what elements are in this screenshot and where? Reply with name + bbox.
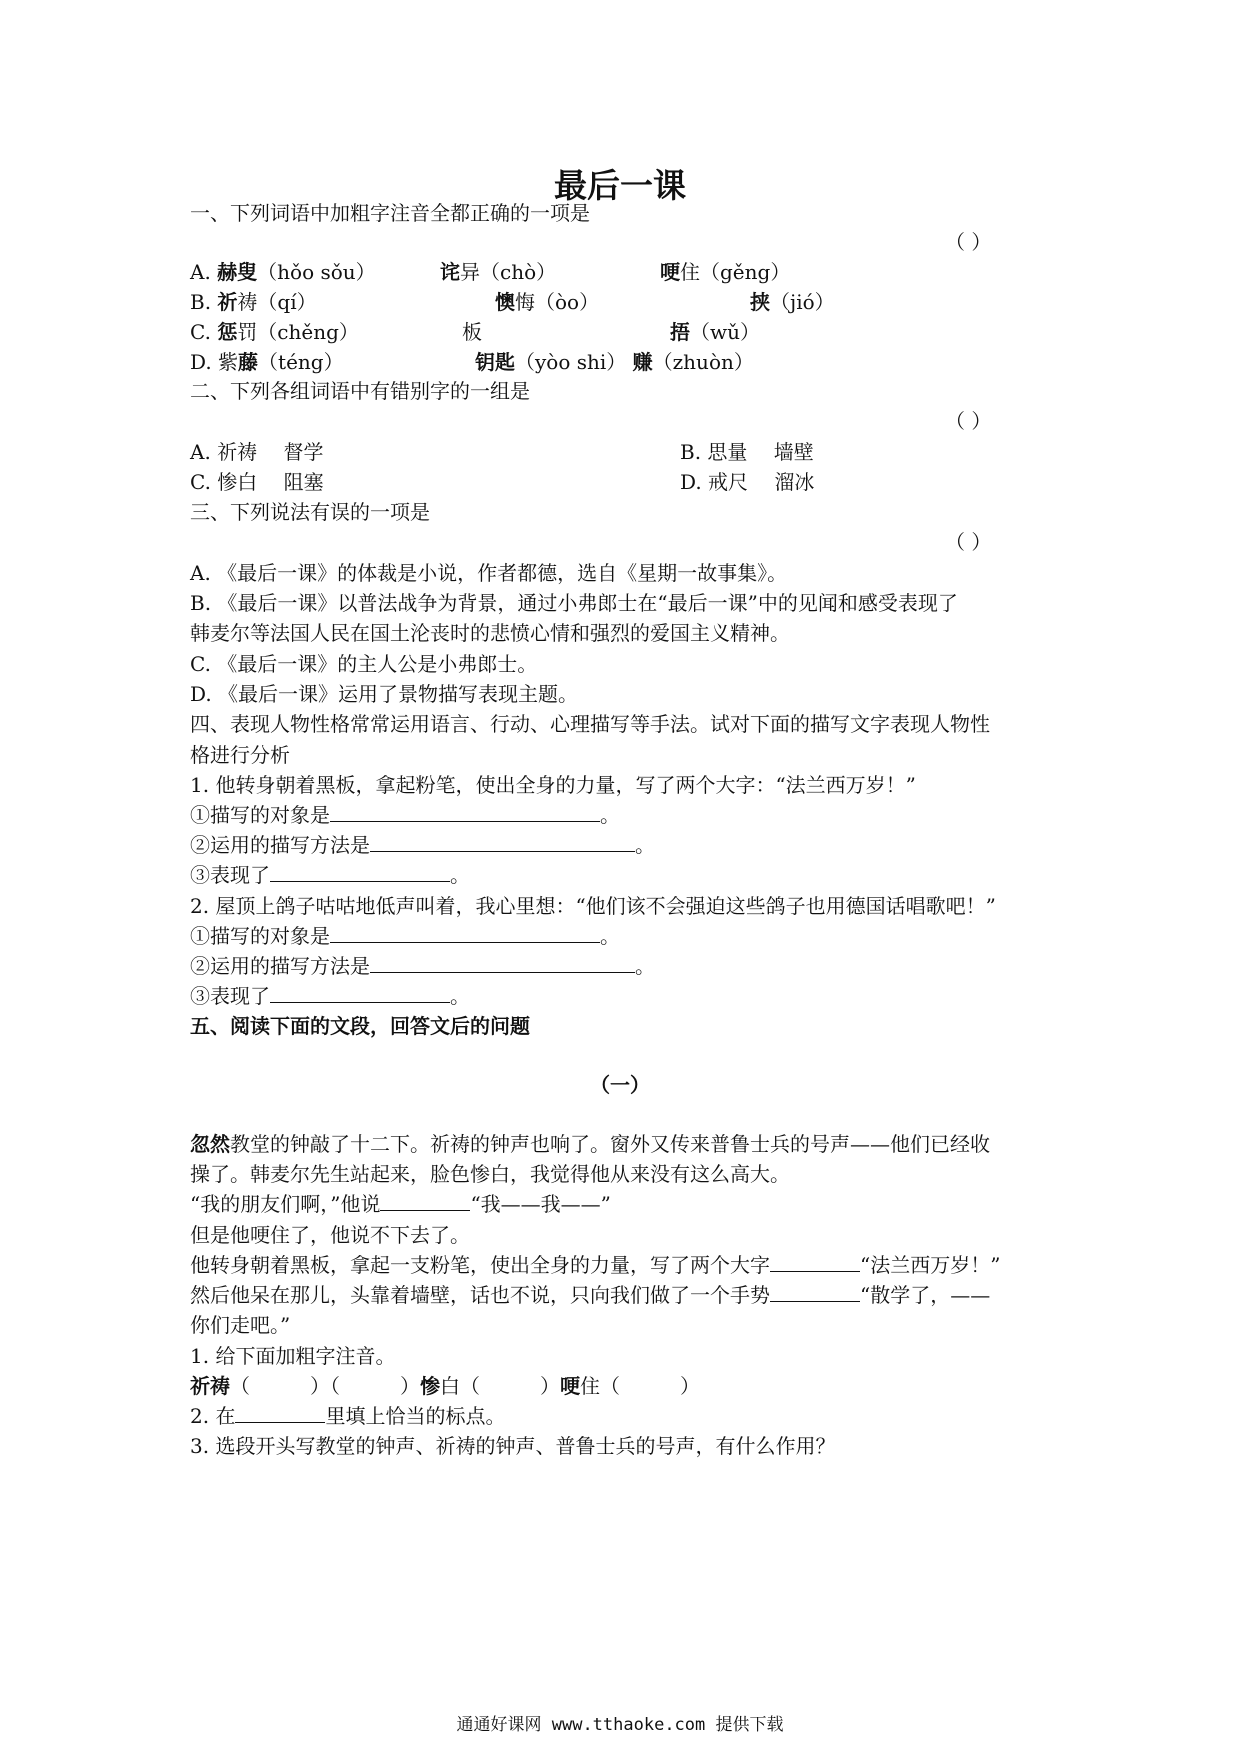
page-title: 最后一课 bbox=[554, 166, 686, 205]
q1-option-c: C. 惩罚（chěng） bbox=[190, 320, 359, 344]
q1-option-b-word2: 懊悔（òo） bbox=[495, 290, 600, 314]
q1-option-c-word3: 捂（wǔ） bbox=[670, 320, 760, 344]
q1-answer-paren: （ ） bbox=[945, 230, 992, 254]
q4-s2-item-c: ③表现了 。 bbox=[190, 984, 470, 1008]
q3-option-a: A. 《最后一课》的体裁是小说，作者都德，选自《星期一故事集》。 bbox=[190, 561, 788, 585]
q5-task-3: 3. 选段开头写教堂的钟声、祈祷的钟声、普鲁士兵的号声，有什么作用？ bbox=[190, 1434, 836, 1458]
q4-stem-line1: 四、表现人物性格常常运用语言、行动、心理描写等手法。试对下面的描写文字表现人物性 bbox=[190, 712, 990, 736]
q1-option-a-word2: 诧异（chò） bbox=[440, 260, 557, 284]
q4-s1-item-a: ①描写的对象是 。 bbox=[190, 803, 620, 827]
answer-blank[interactable] bbox=[270, 982, 450, 1003]
q3-option-d: D. 《最后一课》运用了景物描写表现主题。 bbox=[190, 682, 579, 706]
q1-option-b: B. 祈祷（qí） bbox=[190, 290, 317, 314]
q4-s2-item-a: ①描写的对象是 。 bbox=[190, 924, 620, 948]
q3-option-c: C. 《最后一课》的主人公是小弗郎士。 bbox=[190, 652, 538, 676]
passage-line-1: 忽然教堂的钟敲了十二下。祈祷的钟声也响了。窗外又传来普鲁士兵的号声——他们已经收 bbox=[190, 1132, 990, 1156]
q5-part-heading: （一） bbox=[590, 1073, 650, 1097]
q3-answer-paren: （ ） bbox=[945, 530, 992, 554]
q1-option-b-word3: 挟（jió） bbox=[750, 290, 835, 314]
q4-s1-item-c: ③表现了 。 bbox=[190, 863, 470, 887]
passage-line-4: 但是他哽住了，他说不下去了。 bbox=[190, 1223, 470, 1247]
q3-stem: 三、下列说法有误的一项是 bbox=[190, 500, 430, 524]
answer-blank[interactable] bbox=[370, 831, 635, 852]
punctuation-blank[interactable] bbox=[770, 1281, 860, 1302]
q1-option-d: D. 紫藤（téng） bbox=[190, 350, 344, 374]
q5-task-1: 1. 给下面加粗字注音。 bbox=[190, 1344, 396, 1368]
q4-stem-line2: 格进行分析 bbox=[190, 743, 290, 767]
q4-s2-item-b: ②运用的描写方法是 。 bbox=[190, 954, 655, 978]
q2-option-d: D. 戒尺 溜冰 bbox=[680, 470, 815, 494]
punctuation-blank[interactable] bbox=[380, 1190, 470, 1211]
answer-blank[interactable] bbox=[330, 801, 600, 822]
q2-stem: 二、下列各组词语中有错别字的一组是 bbox=[190, 379, 530, 403]
passage-line-3: “我的朋友们啊，”他说 “我——我——” bbox=[190, 1192, 611, 1216]
punctuation-blank[interactable] bbox=[235, 1402, 325, 1423]
footer-credit: 通通好课网 www.tthaoke.com 提供下载 bbox=[456, 1715, 784, 1735]
answer-blank[interactable] bbox=[330, 922, 600, 943]
passage-line-6: 然后他呆在那儿，头靠着墙壁，话也不说，只向我们做了一个手势 “散学了，—— bbox=[190, 1283, 991, 1307]
q2-option-b: B. 思量 墙壁 bbox=[680, 440, 814, 464]
q3-option-b-line1: B. 《最后一课》以普法战争为背景，通过小弗郎士在“最后一课”中的见闻和感受表现了 bbox=[190, 591, 958, 615]
q2-option-c: C. 惨白 阻塞 bbox=[190, 470, 324, 494]
punctuation-blank[interactable] bbox=[770, 1251, 860, 1272]
passage-line-5: 他转身朝着黑板，拿起一支粉笔，使出全身的力量，写了两个大字 “法兰西万岁！” bbox=[190, 1253, 1001, 1277]
q4-s1-item-b: ②运用的描写方法是 。 bbox=[190, 833, 655, 857]
passage-line-7: 你们走吧。” bbox=[190, 1313, 291, 1337]
q1-stem: 一、下列词语中加粗字注音全都正确的一项是 bbox=[190, 201, 590, 225]
q2-option-a: A. 祈祷 督学 bbox=[190, 440, 324, 464]
q3-option-b-line2: 韩麦尔等法国人民在国土沦丧时的悲愤心情和强烈的爱国主义精神。 bbox=[190, 621, 790, 645]
q5-stem: 五、阅读下面的文段，回答文后的问题 bbox=[190, 1014, 530, 1038]
q1-option-a-word3: 哽住（gěng） bbox=[660, 260, 791, 284]
q4-sentence-2: 2. 屋顶上鸽子咕咕地低声叫着，我心里想：“他们该不会强迫这些鸽子也用德国话唱歌吧！” bbox=[190, 894, 996, 918]
q5-task-2: 2. 在 里填上恰当的标点。 bbox=[190, 1404, 506, 1428]
q1-option-a: A. 赫叟（hǒo sǒu） bbox=[190, 260, 376, 284]
answer-blank[interactable] bbox=[270, 861, 450, 882]
q4-sentence-1: 1. 他转身朝着黑板，拿起粉笔，使出全身的力量，写了两个大字：“法兰西万岁！” bbox=[190, 773, 916, 797]
q5-task-1-words: 祈祷（ ）（ ）惨白（ ）哽住（ ） bbox=[190, 1374, 700, 1398]
q1-option-c-word2: 板 bbox=[462, 320, 482, 344]
answer-blank[interactable] bbox=[370, 952, 635, 973]
q2-answer-paren: （ ） bbox=[945, 409, 992, 433]
passage-line-2: 操了。韩麦尔先生站起来，脸色惨白，我觉得他从来没有这么高大。 bbox=[190, 1162, 790, 1186]
q1-option-d-word2: 钥匙（yòo shi） 赚（zhuòn） bbox=[475, 350, 754, 374]
